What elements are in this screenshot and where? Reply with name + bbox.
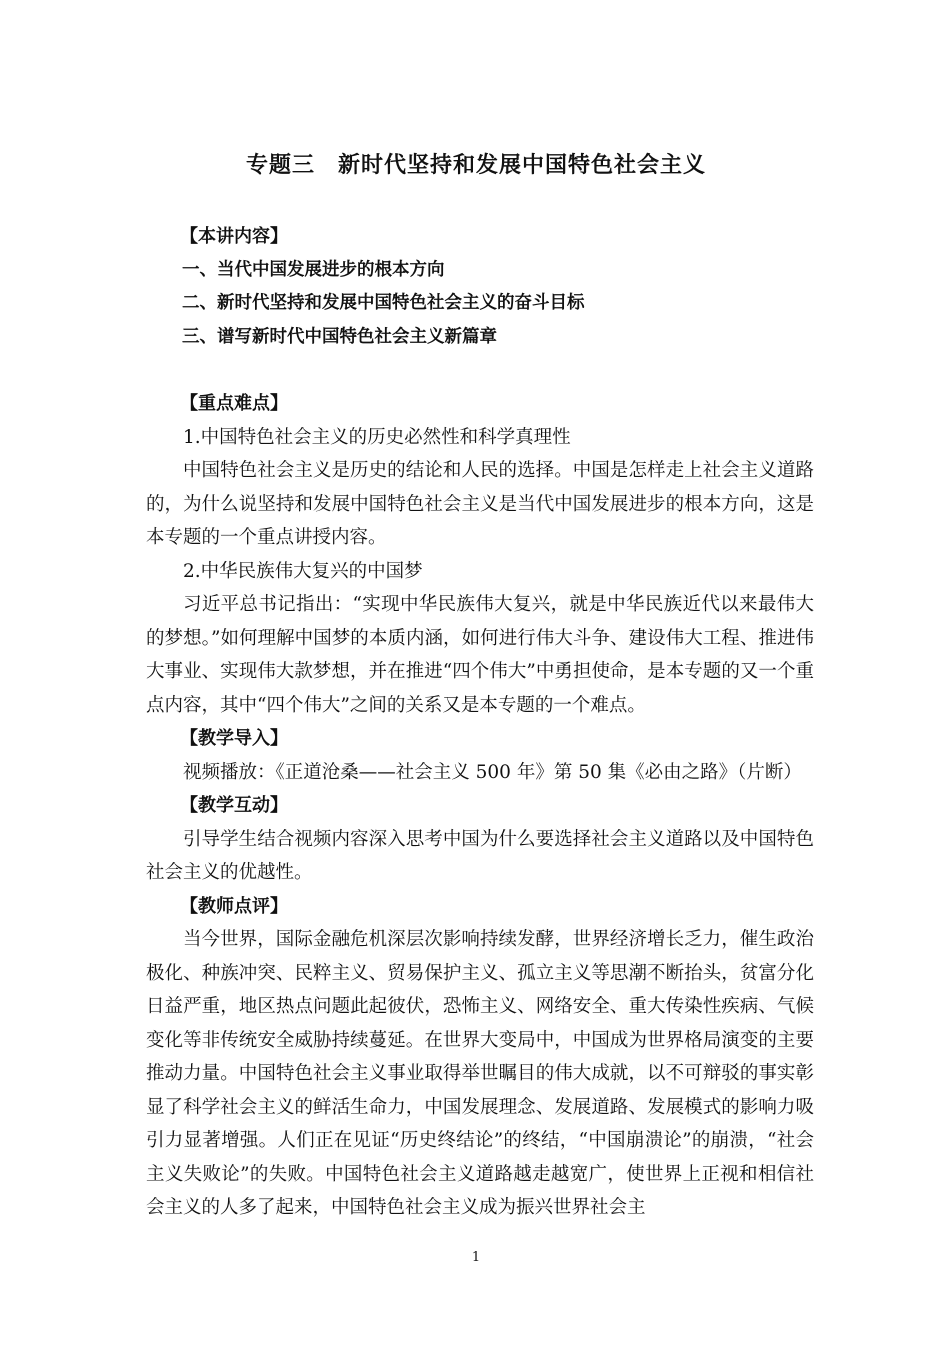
point2-title: 2.中华民族伟大复兴的中国梦 <box>183 560 423 582</box>
outline-item-2: 二、新时代坚持和发展中国特色社会主义的奋斗目标 <box>182 293 585 313</box>
document-title: 专题三 新时代坚持和发展中国特色社会主义 <box>245 153 706 178</box>
comment-paragraph: 当今世界，国际金融危机深层次影响持续发酵，世界经济增长乏力，催生政治极化、种族冲突、民粹主义、贸易保护主义、孤立主义等思潮不断抬头，贫富分化日益严重，地区热点问题此起彼伏，恐怖主义、网络安全、重大传染性疾病、气候变化等非传统安全威胁持续蔓延。在世界大变局中，中国成为世界格局演变的主要推动力量。中国特色社会主义事业取得举世瞩目的伟大成就，以不可辩驳的事实彰显了科学社会主义的鲜活生命力，中国发展理念、发展道路、发展模式的影响力吸引力显著增强。人们正在见证“历史终结论”的终结，“中国崩溃论”的崩溃，“社会主义失败论”的失败。中国特色社会主义道路越走越宽广，使世界上正视和相信社会主义的人多了起来，中国特色社会主义成为振兴世界社会主 <box>146 929 814 1218</box>
point1-title: 1.中国特色社会主义的历史必然性和科学真理性 <box>183 426 571 448</box>
page-number: 1 <box>471 1250 481 1265</box>
outline-item-3: 三、谱写新时代中国特色社会主义新篇章 <box>182 326 497 347</box>
point1-paragraph: 中国特色社会主义是历史的结论和人民的选择。中国是怎样走上社会主义道路的，为什么说坚持和发展中国特色社会主义是当代中国发展进步的根本方向，这是本专题的一个重点讲授内容。 <box>146 460 814 548</box>
comment-heading: 【教师点评】 <box>180 895 288 917</box>
interaction-paragraph: 引导学生结合视频内容深入思考中国为什么要选择社会主义道路以及中国特色社会主义的优越性。 <box>146 828 814 883</box>
intro-paragraph: 视频播放：《正道沧桑——社会主义 500 年》第 50 集《必由之路》（片断） <box>183 761 802 783</box>
spacer <box>146 354 814 387</box>
intro-heading: 【教学导入】 <box>180 728 288 749</box>
interaction-heading: 【教学互动】 <box>180 795 288 816</box>
content-heading: 【本讲内容】 <box>180 226 288 247</box>
document-body <box>146 220 814 1225</box>
outline-item-1: 一、当代中国发展进步的根本方向 <box>182 259 445 280</box>
key-points-heading: 【重点难点】 <box>180 393 288 414</box>
point2-paragraph: 习近平总书记指出：“实现中华民族伟大复兴，就是中华民族近代以来最伟大的梦想。”如何理解中国梦的本质内涵，如何进行伟大斗争、建设伟大工程、推进伟大事业、实现伟大款梦想，并在推进“四个伟大”中勇担使命，是本专题的又一个重点内容，其中“四个伟大”之间的关系又是本专题的一个难点。 <box>146 594 814 716</box>
